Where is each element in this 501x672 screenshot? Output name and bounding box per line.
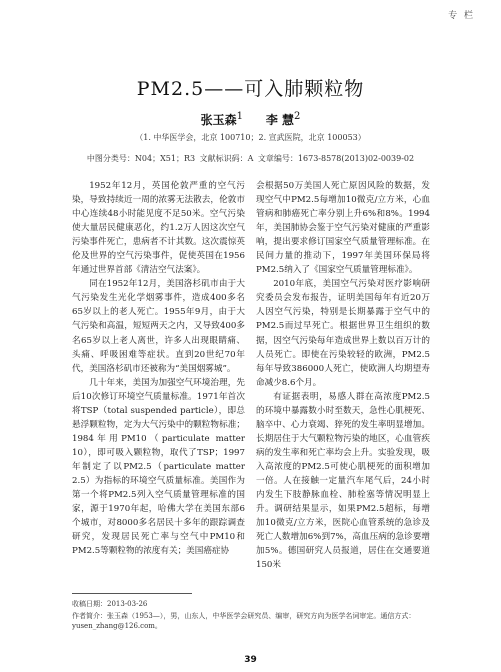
classification-line: 中图分类号：N04；X51；R3 文献标识码：A 文章编号：1673-8578(2013)02-0039-02	[86, 154, 415, 163]
paragraph: 同在1952年12月，美国洛杉矶市由于大气污染发生光化学烟雾事件，造成400多名65岁以上的老人死亡。1955年9月，由于大气污染和高温，短短两天之内，又导致400多名65岁以上老人离世，许多人出现眼睛痛、头痛、呼吸困难等症状。直到20世纪70年代，美国洛杉矶市还被称为“美国烟雾城”。	[72, 279, 245, 374]
paragraph: 1952年12月，英国伦敦严重的空气污染，导致持续近一周的浓雾无法散去，伦敦市中心连续48小时能见度不足50米。空气污染使大量居民健康恶化，约1.2万人因这次空气污染事件死亡，患病者不计其数。这次震惊英伦及世界的空气污染事件，促使英国在1956年通过世界首部《清洁空气法案》。	[72, 181, 245, 276]
author-superscript-1: 1	[236, 111, 243, 122]
article-title: PM2.5——可入肺颗粒物	[136, 78, 365, 100]
page-number: 39	[244, 655, 257, 665]
affiliation-line: （1. 中华医学会，北京 100710；2. 宣武医院，北京 100053）	[135, 133, 366, 142]
paragraph: 2010年底，美国空气污染对医疗影响研究委员会发布报告，证明美国每年有近20万人因空气污染，特别是长期暴露于空气中的PM2.5而过早死亡。根据世界卫生组织的数据，因空气污染每年造成世界上数以百万计的人员死亡。即使在污染较轻的欧洲，PM2.5每年导致386000人死亡，使欧洲人均期望寿命减少8.6个月。	[256, 279, 430, 388]
author-line	[0, 111, 501, 128]
author-superscript-2: 2	[294, 111, 301, 122]
body-column-right	[256, 179, 430, 572]
author-name-2: 李 慧	[265, 113, 295, 127]
footnote-received: 收稿日期：2013-03-26	[72, 600, 148, 608]
paragraph: 有证据表明，易感人群在高浓度PM2.5的环境中暴露数小时至数天，急性心肌梗死、脑卒中、心力衰竭、猝死的发生率明显增加。长期居住于大气颗粒物污染的地区，心血管疾病的发生率和死亡率均会上升。实验发现，吸入高浓度的PM2.5可使心肌梗死的面积增加一倍。人在接触一定量汽车尾气后，24小时内发生下肢静脉血栓、肺栓塞等情况明显上升。调研结果显示，如果PM2.5超标，每增加10微克/立方米，医院心血管系统的急诊及死亡人数增加6%到7%，高血压病的急诊要增加5%。德国研究人员报道，居住在交通要道150米	[256, 391, 430, 571]
paragraph: 会根据50万美国人死亡原因风险的数据，发现空气中PM2.5每增加10微克/立方米，心血管病和肺癌死亡率分别上升6%和8%。1994年，美国肺协会鉴于空气污染对健康的严重影响，提出要求修订国家空气质量管理标准。在民间力量的推动下，1997年美国环保局将PM2.5纳入了《国家空气质量管理标准》。	[256, 181, 430, 276]
author-name-1: 张玉森	[200, 113, 237, 127]
paragraph: 几十年来，美国为加强空气环境治理，先后10次修订环境空气质量标准。1971年首次将TSP（total suspended particle），即总悬浮颗粒物，定为大气污染中的颗粒物标准；1984年用PM10（particulate matter 10），即可吸入颗粒物，取代了TSP；1997年制定了以PM2.5（particulate matter 2.5）为指标的环境空气质量标准。美国作为第一个将PM2.5列入空气质量管理标准的国家，源于1970年起，哈佛大学在美国东部6个城市，对8000多名居民十多年的跟踪调查研究，发现居民死亡率与空气中PM10和PM2.5等颗粒物的浓度有关；美国癌症协	[72, 377, 245, 557]
footnote-author-info: 作者简介：张玉森（1953—），男，山东人，中华医学会研究员、编审，研究方向为医学名词审定。通信方式：yusen_zhang@126.com。	[72, 612, 416, 630]
footnote-divider	[72, 593, 192, 594]
column-header-label: 专 栏	[448, 11, 475, 21]
body-column-left	[72, 179, 245, 558]
